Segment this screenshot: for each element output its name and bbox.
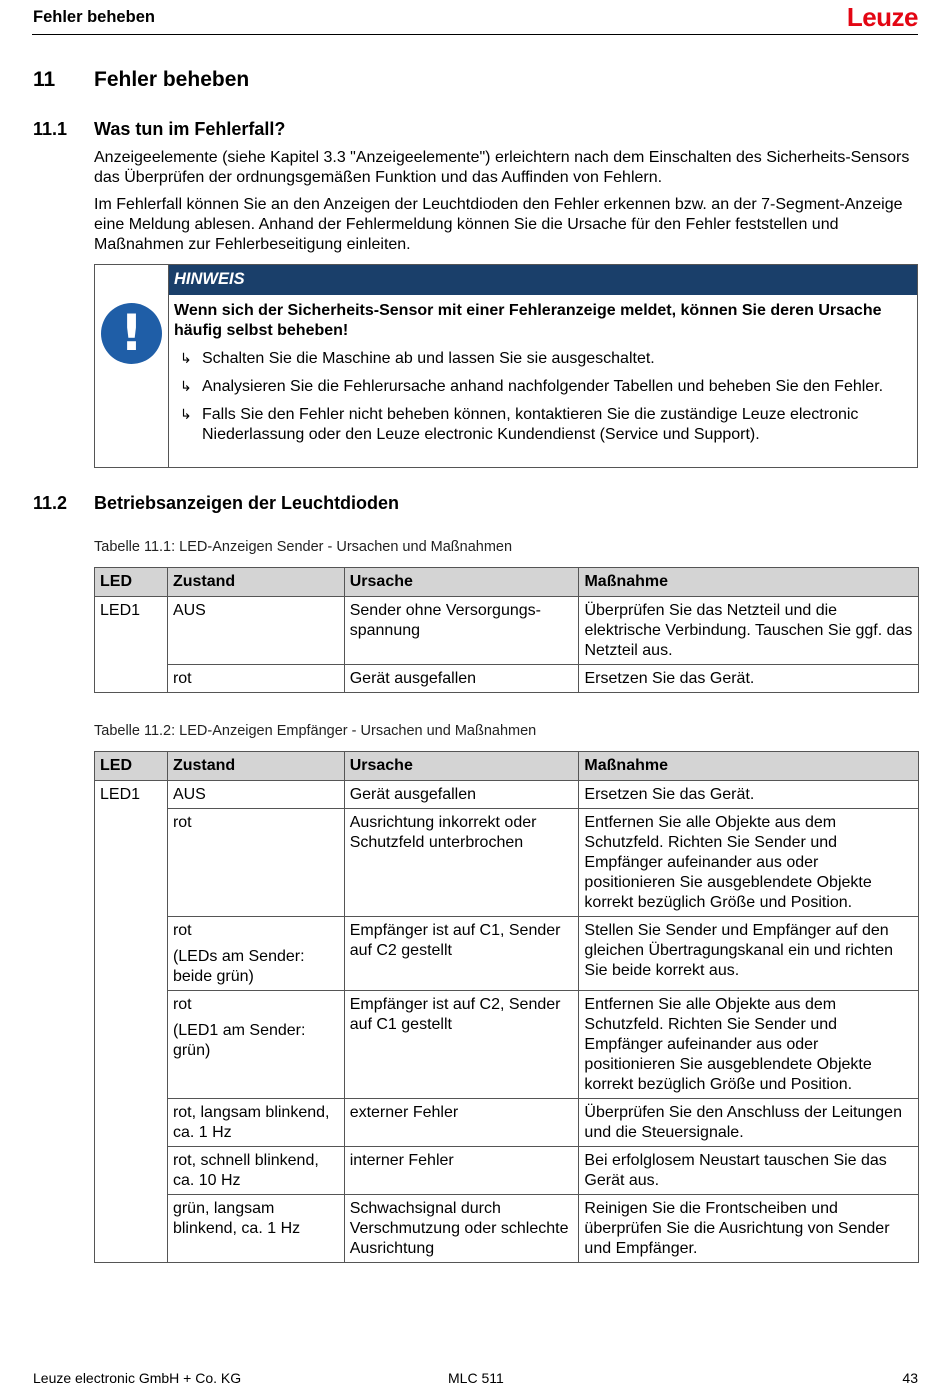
notice-step <box>174 349 903 369</box>
section-title: Fehler beheben <box>94 68 250 91</box>
table-row <box>95 809 919 917</box>
massnahme-cell: Entfernen Sie alle Objekte aus dem Schutzfeld. Richten Sie Sender und Empfänger aufeinander aus oder positionieren Sie ausgeblendete Objekte korrekt bezüglich Größe und Position. <box>579 991 919 1099</box>
notice-box <box>94 264 918 468</box>
zustand-note: (LED1 am Sender: grün) <box>172 1022 306 1059</box>
table-header-row <box>95 752 919 781</box>
massnahme-cell: Reinigen Sie die Frontscheiben und überprüfen Sie die Ausrichtung von Sender und Empfänger. <box>579 1195 919 1263</box>
arrow-icon: ↳ <box>180 407 192 423</box>
subsection-number-1: 11.1 <box>33 119 68 139</box>
ursache-cell: Empfänger ist auf C1, Sender auf C2 gestellt <box>344 917 579 991</box>
ursache-cell: Gerät ausgefallen <box>344 665 579 693</box>
zustand-text: rot <box>172 922 192 939</box>
zustand-cell <box>167 1195 344 1263</box>
arrow-icon: ↳ <box>180 379 192 395</box>
ursache-cell: Ausrichtung inkorrekt oder Schutzfeld unterbrochen <box>344 809 579 917</box>
zustand-cell <box>167 781 344 809</box>
led-cell: LED1 <box>95 597 168 693</box>
header-divider <box>32 34 918 35</box>
column-header: LED <box>95 568 168 597</box>
header-title: Fehler beheben <box>33 8 155 26</box>
table-row <box>95 597 919 665</box>
zustand-text: rot <box>172 996 192 1013</box>
zustand-cell <box>167 809 344 917</box>
subsection-number-2: 11.2 <box>33 493 68 513</box>
paragraph: Im Fehlerfall können Sie an den Anzeigen der Leuchtdioden den Fehler erkennen bzw. an der 7-Segment-Anzeige eine Meldung ablesen. Anhand der Fehlermeldung können Sie die Ursache für den Fehler feststellen und Maßnahmen zur Fehlerbeseitigung einleiten. <box>94 196 903 253</box>
step-text: Falls Sie den Fehler nicht beheben können, kontaktieren Sie die zuständige Leuze electronic Niederlassung oder den Leuze electronic Kundendienst (Service und Support). <box>202 406 859 443</box>
column-header: Maßnahme <box>579 568 919 597</box>
paragraph: Anzeigeelemente (siehe Kapitel 3.3 "Anzeigeelemente") erleichtern nach dem Einschalten des Sicherheits-Sensors das Überprüfen der ordnungsgemäßen Funktion und das Auffinden von Fehlern. <box>94 149 910 186</box>
table-row <box>95 991 919 1099</box>
ursache-cell: Sender ohne Versorgungs-spannung <box>344 597 579 665</box>
zustand-text: rot, langsam blinkend, ca. 1 Hz <box>172 1104 330 1141</box>
section-number: 11 <box>33 68 56 91</box>
notice-icon-column <box>95 265 169 467</box>
notice-step <box>174 377 903 397</box>
massnahme-cell: Stellen Sie Sender und Empfänger auf den gleichen Übertragungskanal ein und richten Sie beide korrekt aus. <box>579 917 919 991</box>
table-row <box>95 1195 919 1263</box>
ursache-cell: Empfänger ist auf C2, Sender auf C1 gestellt <box>344 991 579 1099</box>
notice-lead: Wenn sich der Sicherheits-Sensor mit einer Fehleranzeige meldet, können Sie deren Ursache häufig selbst beheben! <box>174 302 882 339</box>
zustand-note: (LEDs am Sender: beide grün) <box>172 948 305 985</box>
notice-step <box>174 405 903 445</box>
table-row <box>95 665 919 693</box>
receiver-led-table <box>94 751 919 1263</box>
table-caption-1: Tabelle 11.1: LED-Anzeigen Sender - Ursachen und Maßnahmen <box>94 539 513 555</box>
table-row <box>95 781 919 809</box>
massnahme-cell: Ersetzen Sie das Gerät. <box>579 665 919 693</box>
sender-led-table <box>94 567 919 693</box>
notice-header <box>169 265 917 295</box>
zustand-text: grün, langsam blinkend, ca. 1 Hz <box>172 1200 301 1237</box>
zustand-text: rot, schnell blinkend, ca. 10 Hz <box>172 1152 319 1189</box>
massnahme-cell: Ersetzen Sie das Gerät. <box>579 781 919 809</box>
table-row <box>95 1147 919 1195</box>
massnahme-cell: Überprüfen Sie das Netzteil und die elektrische Verbindung. Tauschen Sie ggf. das Netzteil aus. <box>579 597 919 665</box>
column-header: Zustand <box>167 752 344 781</box>
massnahme-cell: Bei erfolglosem Neustart tauschen Sie das Gerät aus. <box>579 1147 919 1195</box>
column-header: Zustand <box>167 568 344 597</box>
zustand-cell: rot <box>167 665 344 693</box>
zustand-text: rot <box>172 814 192 831</box>
ursache-cell: Gerät ausgefallen <box>344 781 579 809</box>
footer-product: MLC 511 <box>448 1370 504 1386</box>
footer-page-number: 43 <box>902 1370 918 1386</box>
table-row <box>95 917 919 991</box>
zustand-text: AUS <box>172 786 206 803</box>
massnahme-cell: Entfernen Sie alle Objekte aus dem Schutzfeld. Richten Sie Sender und Empfänger aufeinander aus oder positionieren Sie ausgeblendete Objekte korrekt bezüglich Größe und Position. <box>579 809 919 917</box>
zustand-cell <box>167 1147 344 1195</box>
zustand-cell: AUS <box>167 597 344 665</box>
leuze-logo: Leuze <box>846 2 918 32</box>
massnahme-cell: Überprüfen Sie den Anschluss der Leitungen und die Steuersignale. <box>579 1099 919 1147</box>
step-text: Schalten Sie die Maschine ab und lassen Sie sie ausgeschaltet. <box>202 350 655 367</box>
zustand-cell <box>167 917 344 991</box>
zustand-cell <box>167 1099 344 1147</box>
exclamation-icon: ! <box>101 303 162 364</box>
intro-text <box>94 148 924 262</box>
table-caption-2: Tabelle 11.2: LED-Anzeigen Empfänger - Ursachen und Maßnahmen <box>94 723 537 739</box>
ursache-cell: interner Fehler <box>344 1147 579 1195</box>
table-header-row <box>95 568 919 597</box>
footer-company: Leuze electronic GmbH + Co. KG <box>33 1370 242 1386</box>
table-row <box>95 1099 919 1147</box>
notice-body <box>174 301 903 453</box>
subsection-title-1: Was tun im Fehlerfall? <box>94 119 286 139</box>
step-text: Analysieren Sie die Fehlerursache anhand nachfolgender Tabellen und beheben Sie den Fehler. <box>202 378 884 395</box>
ursache-cell: externer Fehler <box>344 1099 579 1147</box>
subsection-title-2: Betriebsanzeigen der Leuchtdioden <box>94 493 400 513</box>
column-header: Ursache <box>344 568 579 597</box>
led-cell: LED1 <box>95 781 168 1263</box>
column-header: Ursache <box>344 752 579 781</box>
column-header: Maßnahme <box>579 752 919 781</box>
ursache-cell: Schwachsignal durch Verschmutzung oder schlechte Ausrichtung <box>344 1195 579 1263</box>
notice-label: HINWEIS <box>174 270 245 288</box>
column-header: LED <box>95 752 168 781</box>
arrow-icon: ↳ <box>180 351 192 367</box>
zustand-cell <box>167 991 344 1099</box>
